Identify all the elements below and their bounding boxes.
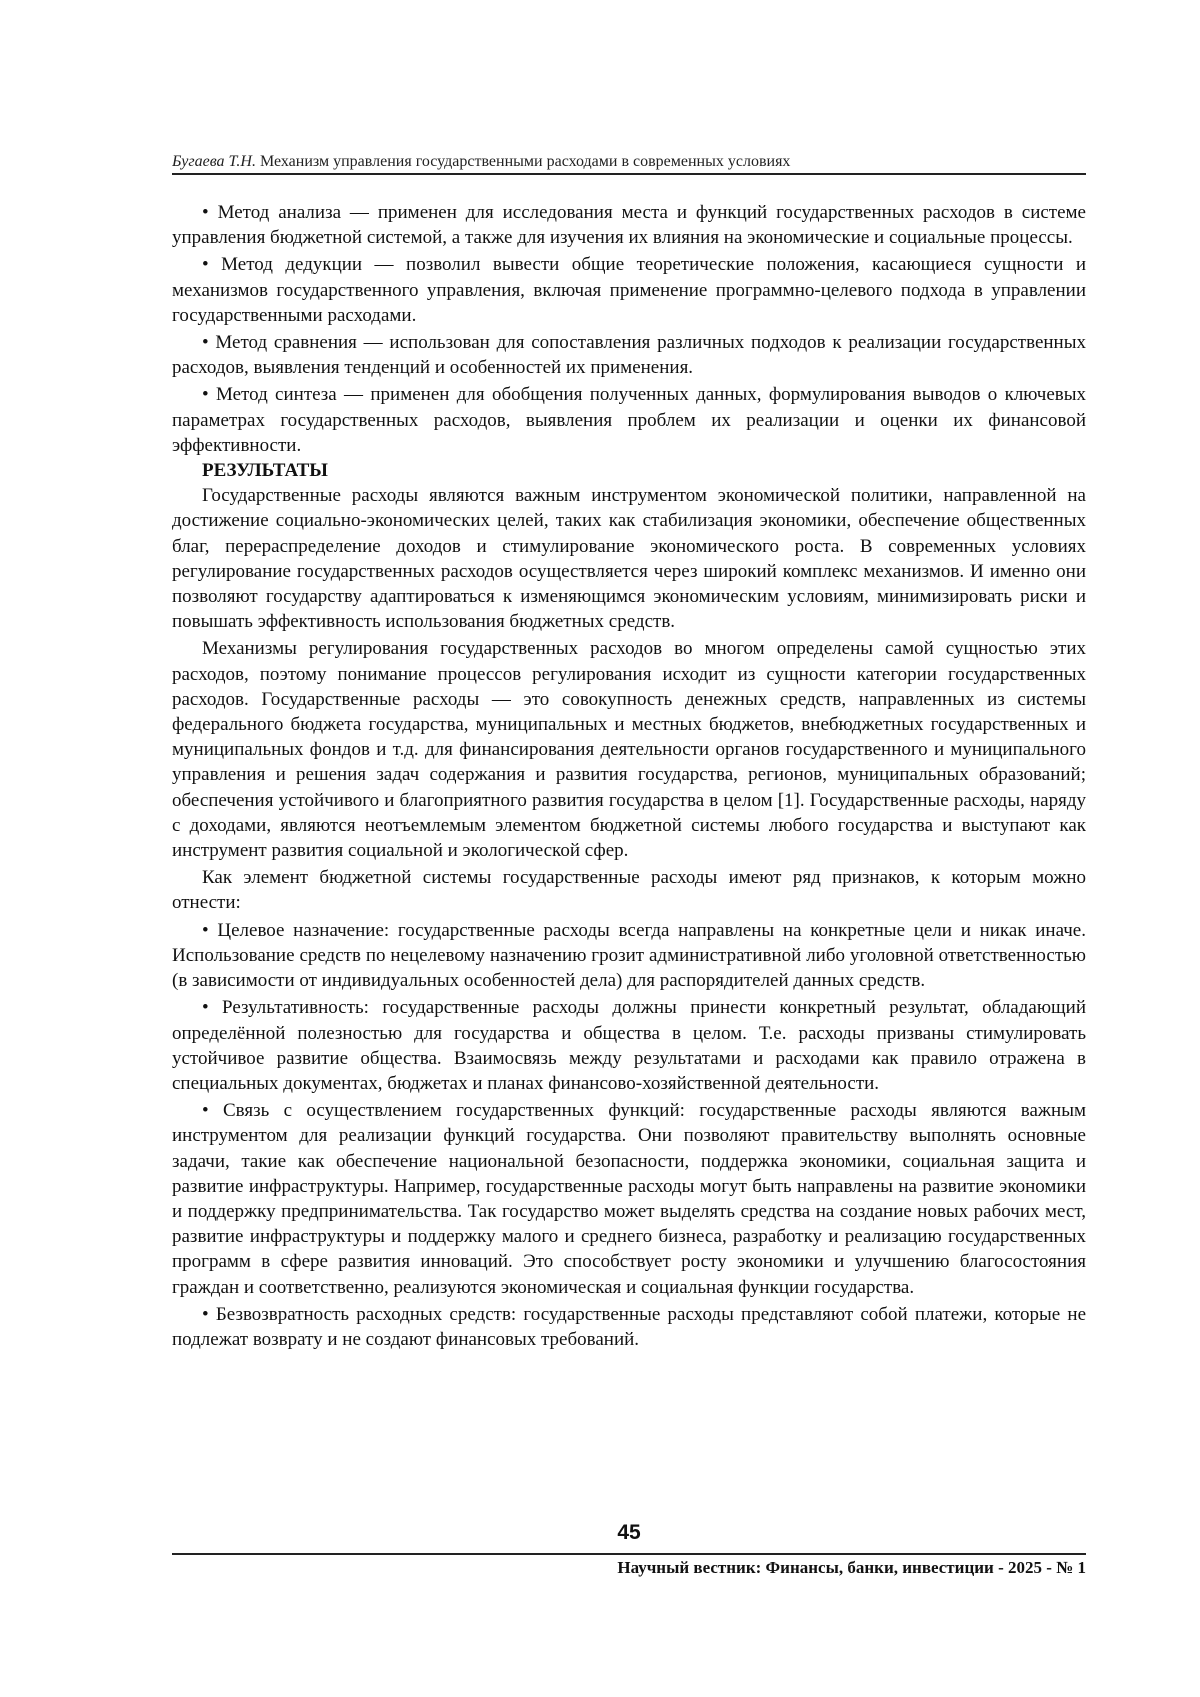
- feature-state-functions-item: • Связь с осуществлением государственных функций: государственные расходы являются важным инструментом для реализации функций государства. Они позволяют правительству выполнять основные задачи, такие как обеспечение национальной безопасности, поддержка экономики, социальная защита и развитие инфраструктуры. Например, государственные расходы могут быть направлены на развитие экономики и поддержку предпринимательства. Так государство может выделять средства на создание новых рабочих мест, развитие инфраструктуры и поддержку малого и среднего бизнеса, разработку и реализацию государственных программ в сфере развития инноваций. Это способствует росту экономики и улучшению благосостояния граждан и соответственно, реализуются экономическая и социальная функции государства.: [172, 1098, 1086, 1300]
- method-synthesis-item: • Метод синтеза — применен для обобщения полученных данных, формулирования выводов о ключевых параметрах государственных расходов, выявления проблем их реализации и оценки их финансовой эффективности.: [172, 382, 1086, 458]
- header-divider: [172, 173, 1086, 175]
- method-analysis-item: • Метод анализа — применен для исследования места и функций государственных расходов в системе управления бюджетной системой, а также для изучения их влияния на экономические и социальные процессы.: [172, 200, 1086, 250]
- method-deduction-item: • Метод дедукции — позволил вывести общие теоретические положения, касающиеся сущности и механизмов государственного управления, включая применение программно-целевого подхода в управлении государственными расходами.: [172, 252, 1086, 328]
- results-paragraph-3: Как элемент бюджетной системы государственные расходы имеют ряд признаков, к которым можно отнести:: [172, 867, 1086, 914]
- page-number: 45: [617, 1521, 641, 1544]
- results-paragraph-2: Механизмы регулирования государственных расходов во многом определены самой сущностью этих расходов, поэтому понимание процессов регулирования исходит из сущности категории государственных расходов. Государственные расходы — это совокупность денежных средств, направленных из системы федерального бюджета государства, муниципальных и местных бюджетов, внебюджетных государственных и муниципальных фондов и т.д. для финансирования деятельности органов государственного и муниципального управления и решения задач содержания и развития государства, регионов, муниципальных образований; обеспечения устойчивого и благоприятного развития государства в целом [1]. Государственные расходы, наряду с доходами, являются неотъемлемым элементом бюджетной системы любого государства и выступают как инструмент развития социальной и экологической сфер.: [172, 638, 1086, 862]
- running-header: [172, 152, 1086, 172]
- feature-effectiveness-item: • Результативность: государственные расходы должны принести конкретный результат, обладающий определённой полезностью для государства и общества в целом. Т.е. расходы призваны стимулировать устойчивое развитие общества. Взаимосвязь между результатами и расходами как правило отражена в специальных документах, бюджетах и планах финансово-хозяйственной деятельности.: [172, 995, 1086, 1096]
- method-comparison-item: • Метод сравнения — использован для сопоставления различных подходов к реализации государственных расходов, выявления тенденций и особенностей их применения.: [172, 330, 1086, 380]
- header-author: Бугаева Т.Н.: [172, 153, 256, 170]
- footer-divider: [172, 1553, 1086, 1555]
- article-body: [172, 200, 1086, 1352]
- feature-non-repayable-item: • Безвозвратность расходных средств: государственные расходы представляют собой платежи, которые не подлежат возврату и не создают финансовых требований.: [172, 1302, 1086, 1352]
- results-paragraph-1: Государственные расходы являются важным инструментом экономической политики, направленной на достижение социально-экономических целей, таких как стабилизация экономики, обеспечение общественных благ, перераспределение доходов и стимулирование экономического роста. В современных условиях регулирование государственных расходов осуществляется через широкий комплекс механизмов. И именно они позволяют государству адаптироваться к изменяющимся экономическим условиям, минимизировать риски и повышать эффективность использования бюджетных средств.: [172, 485, 1086, 633]
- feature-target-purpose-item: • Целевое назначение: государственные расходы всегда направлены на конкретные цели и никак иначе. Использование средств по нецелевому назначению грозит административной либо уголовной ответственностью (в зависимости от индивидуальных особенностей дела) для распорядителей данных средств.: [172, 918, 1086, 994]
- journal-footer: Научный вестник: Финансы, банки, инвестиции - 2025 - № 1: [617, 1558, 1086, 1577]
- results-heading: РЕЗУЛЬТАТЫ: [202, 460, 328, 482]
- header-article-title: Механизм управления государственными расходами в современных условиях: [259, 153, 791, 170]
